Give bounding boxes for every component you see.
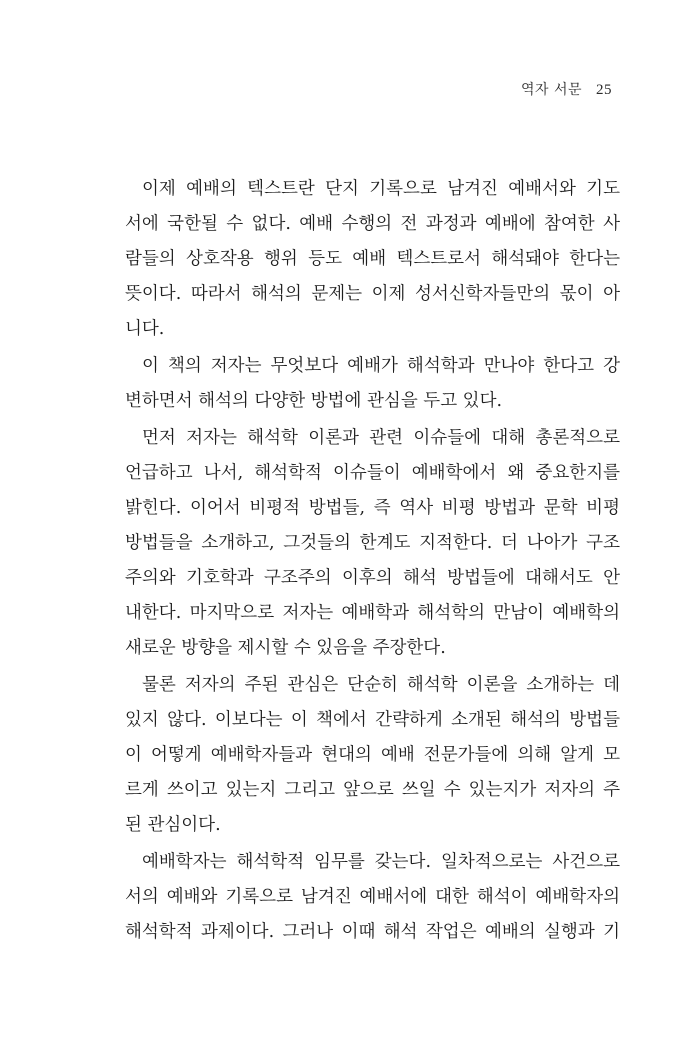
text-line: 서에 국한될 수 없다. 예배 수행의 전 과정과 예배에 참여한 사 [125, 214, 620, 234]
text-line: 예배학자는 해석학적 임무를 갖는다. 일차적으로는 사건으로 [142, 852, 620, 872]
text-line: 르게 쓰이고 있는지 그리고 앞으로 쓰일 수 있는지가 저자의 주 [125, 780, 620, 800]
text-line: 서의 예배와 기록으로 남겨진 예배서에 대한 해석이 예배학자의 [125, 887, 620, 907]
text-line: 언급하고 나서, 해석학적 이슈들이 예배학에서 왜 중요한지를 [125, 463, 620, 483]
text-line: 해석학적 과제이다. 그러나 이때 해석 작업은 예배의 실행과 기 [125, 922, 620, 942]
body-text [125, 172, 620, 950]
text-line: 물론 저자의 주된 관심은 단순히 해석학 이론을 소개하는 데 [142, 675, 620, 695]
text-line: 밝힌다. 이어서 비평적 방법들, 즉 역사 비평 방법과 문학 비평 [125, 498, 620, 518]
text-line: 내한다. 마지막으로 저자는 예배학과 해석학의 만남이 예배학의 [125, 603, 620, 623]
text-line: 있지 않다. 이보다는 이 책에서 간략하게 소개된 해석의 방법들 [125, 710, 620, 730]
text-line: 주의와 기호학과 구조주의 이후의 해석 방법들에 대해서도 안 [125, 568, 620, 588]
text-line: 방법들을 소개하고, 그것들의 한계도 지적한다. 더 나아가 구조 [125, 533, 620, 553]
text-line: 된 관심이다. [125, 815, 221, 835]
running-header [521, 79, 612, 99]
text-line: 먼저 저자는 해석학 이론과 관련 이슈들에 대해 총론적으로 [142, 428, 620, 448]
section-title: 역자 서문 [520, 82, 582, 98]
text-line: 니다. [125, 319, 165, 339]
text-line: 이 책의 저자는 무엇보다 예배가 해석학과 만나야 한다고 강 [142, 356, 620, 376]
text-line: 이제 예배의 텍스트란 단지 기록으로 남겨진 예배서와 기도 [142, 179, 620, 199]
text-line: 이 어떻게 예배학자들과 현대의 예배 전문가들에 의해 알게 모 [125, 745, 620, 765]
text-line: 새로운 방향을 제시할 수 있음을 주장한다. [125, 638, 446, 658]
page-number: 25 [596, 82, 612, 98]
text-line: 람들의 상호작용 행위 등도 예배 텍스트로서 해석돼야 한다는 [125, 249, 620, 269]
text-line: 변하면서 해석의 다양한 방법에 관심을 두고 있다. [125, 391, 503, 411]
text-line: 뜻이다. 따라서 해석의 문제는 이제 성서신학자들만의 몫이 아 [125, 284, 620, 304]
